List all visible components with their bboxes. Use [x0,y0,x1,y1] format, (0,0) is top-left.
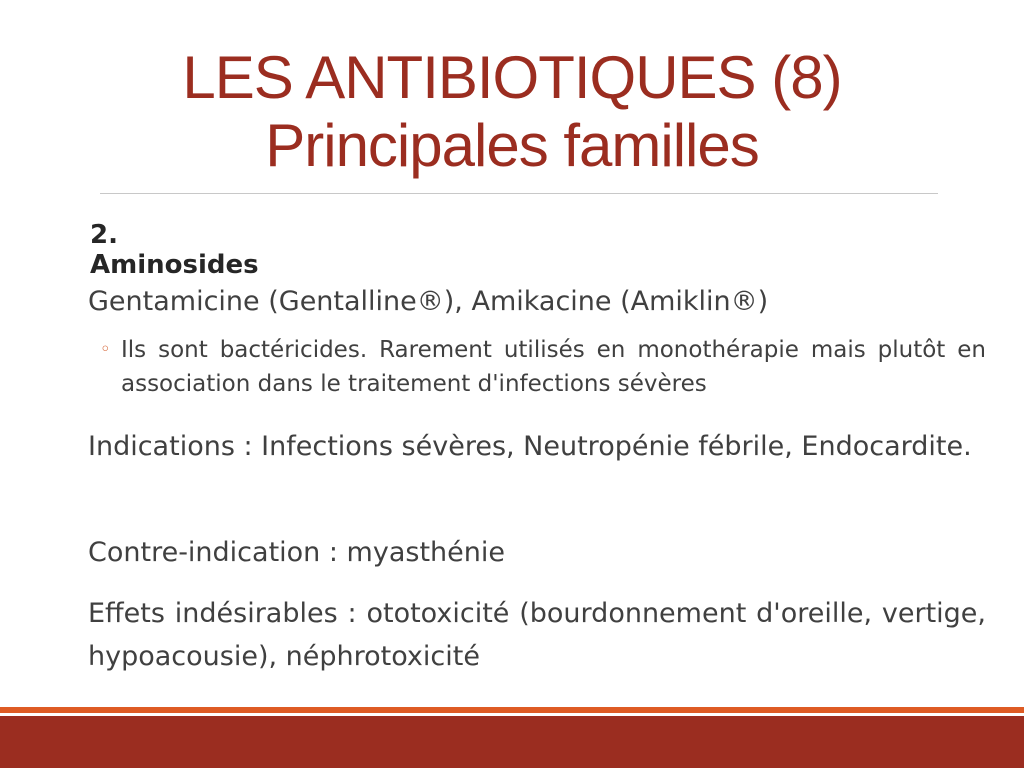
side-effects-text: Effets indésirables : ototoxicité (bourdonnement d'oreille, vertige, hypoacousie), néphrotoxicité [88,598,986,672]
section-heading: 2. Aminosides [90,220,259,280]
sub-bullet-item [100,333,986,401]
sub-bullet-text: Ils sont bactéricides. Rarement utilisés en monothérapie mais plutôt en association dans le traitement d'infections sévères [121,337,986,397]
slide-title-line1: LES ANTIBIOTIQUES (8) [182,44,842,111]
title-divider [100,193,938,194]
slide-title-line2: Principales familles [265,112,759,179]
footer-bar [0,716,1024,768]
contra-indication-text: Contre-indication : myasthénie [88,537,505,568]
drug-list: Gentamicine (Gentalline®), Amikacine (Amiklin®) [88,286,769,317]
indications-text: Indications : Infections sévères, Neutropénie fébrile, Endocardite. [88,431,972,462]
accent-bar [0,707,1024,713]
circle-bullet-icon: ◦ [100,339,111,360]
